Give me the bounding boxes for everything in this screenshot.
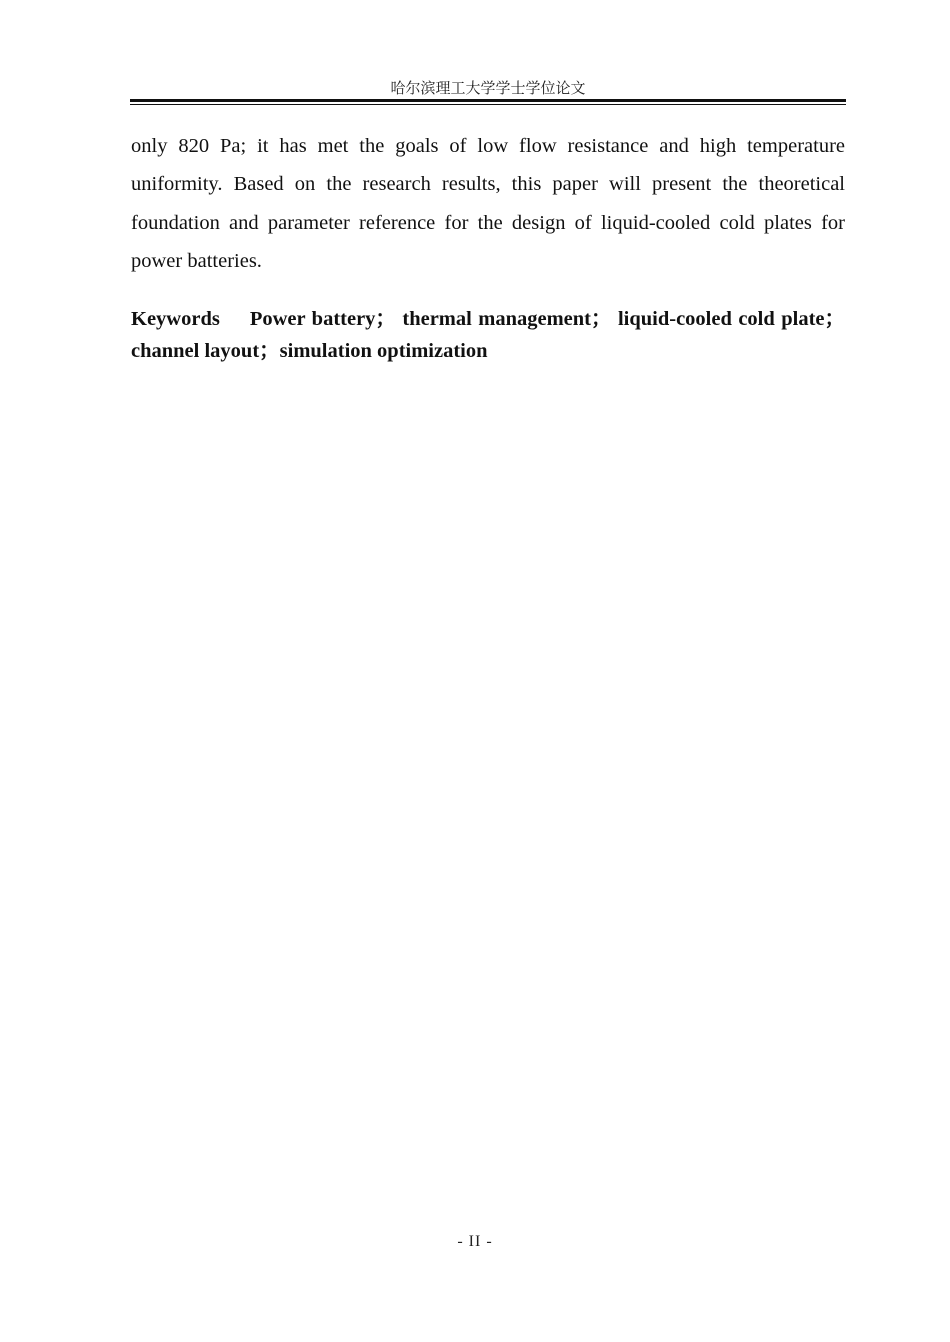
keywords-line xyxy=(131,303,845,367)
abstract-paragraph: only 820 Pa; it has met the goals of low flow resistance and high temperature uniformity. Based on the research results, this paper will present the theoretical foundation and parameter reference for the design of liquid-cooled cold plates for power batteries. xyxy=(131,135,845,272)
keywords-text: Power battery； thermal management； liquid-cooled cold plate；channel layout；simulation optimization xyxy=(131,308,845,362)
header-rule-thick xyxy=(130,99,846,102)
keywords-label: Keywords xyxy=(131,308,220,330)
header-rule-thin xyxy=(130,104,846,105)
page-number: - II - xyxy=(457,1233,493,1250)
running-header-title: 哈尔滨理工大学学士学位论文 xyxy=(390,79,586,97)
